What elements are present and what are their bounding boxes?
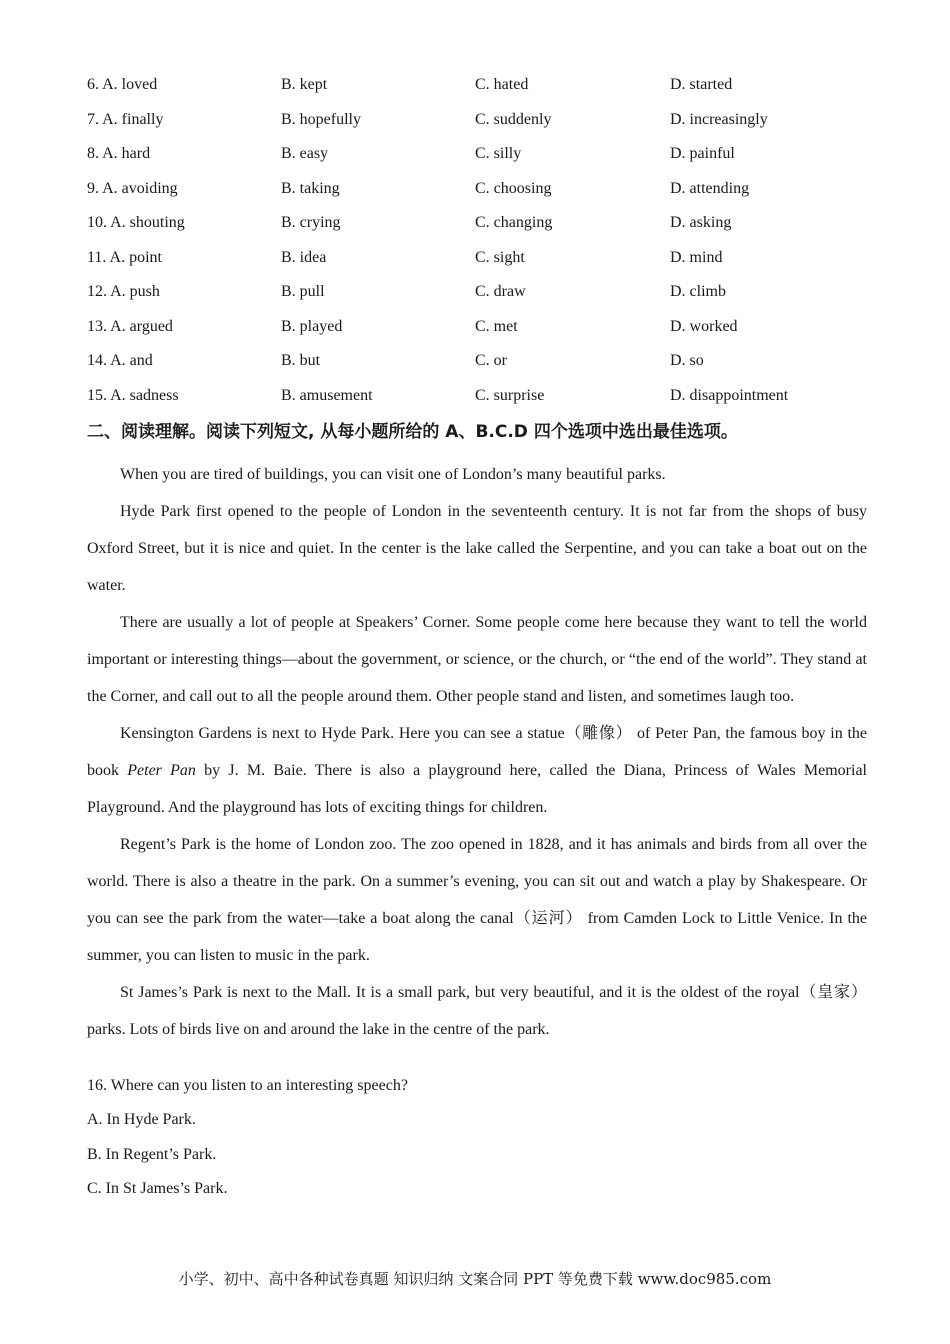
option-c: C. choosing [475, 180, 552, 197]
option-d: D. asking [670, 214, 732, 231]
option-a: 12. A. push [87, 283, 160, 300]
option-b: B. pull [281, 283, 325, 300]
option-d: D. worked [670, 318, 738, 335]
question-16-option-c: C. In St James’s Park. [87, 1180, 228, 1197]
option-a: 8. A. hard [87, 145, 151, 162]
option-d: D. started [670, 76, 733, 93]
option-a: 11. A. point [87, 249, 162, 266]
option-c: C. sight [475, 249, 525, 266]
question-16-option-a: A. In Hyde Park. [87, 1111, 196, 1128]
option-a: 13. A. argued [87, 318, 173, 335]
option-d: D. so [670, 352, 704, 369]
option-row-14 [87, 350, 887, 372]
option-a: 6. A. loved [87, 76, 158, 93]
passage-paragraph: Regent’s Park is the home of London zoo. The zoo opened in 1828, and it has animals and birds from all over the world. There is also a theatre in the park. On a summer’s evening, you can sit out and watch a play by Shakespeare. Or you can see the park from the water—take a boat along the canal（运河） from Camden Lock to Little Venice. In the summer, you can listen to music in the park. [87, 836, 867, 964]
passage-paragraph: Hyde Park first opened to the people of London in the seventeenth century. It is not far from the shops of busy Oxford Street, but it is nice and quiet. In the center is the lake called the Serpentine, and you can take a boat out on the water. [87, 503, 867, 594]
option-a: 7. A. finally [87, 111, 164, 128]
passage-paragraph: There are usually a lot of people at Speakers’ Corner. Some people come here because they want to tell the world important or interesting things—about the government, or science, or the church, or “the end of the world”. They stand at the Corner, and call out to all the people around them. Other people stand and listen, and sometimes laugh too. [87, 614, 867, 705]
option-a: 15. A. sadness [87, 387, 179, 404]
option-b: B. idea [281, 249, 327, 266]
option-d: D. attending [670, 180, 750, 197]
passage-text: by J. M. Baie. There is also a playground here, called the Diana, Princess of Wales Memorial Playground. And the playground has lots of exciting things for children. [87, 762, 868, 816]
passage-paragraph [87, 715, 867, 826]
passage-paragraph: When you are tired of buildings, you can visit one of London’s many beautiful parks. [120, 466, 666, 483]
option-b: B. kept [281, 76, 328, 93]
passage-text: Kensington Gardens is next to Hyde Park. Here you can see a statue（雕像） of Peter Pan, the famous boy in the book [87, 725, 867, 779]
option-c: C. surprise [475, 387, 545, 404]
reading-passage [87, 456, 867, 1048]
option-d: D. disappointment [670, 387, 789, 404]
book-title: Peter Pan [127, 762, 196, 779]
option-row-9 [87, 178, 887, 200]
option-b: B. crying [281, 214, 341, 231]
option-c: C. met [475, 318, 518, 335]
question-16-stem: 16. Where can you listen to an interesting speech? [87, 1077, 408, 1094]
option-b: B. played [281, 318, 343, 335]
option-a: 14. A. and [87, 352, 153, 369]
option-row-10 [87, 212, 887, 234]
option-c: C. hated [475, 76, 529, 93]
option-d: D. climb [670, 283, 726, 300]
option-b: B. taking [281, 180, 340, 197]
option-b: B. easy [281, 145, 329, 162]
option-d: D. mind [670, 249, 723, 266]
page-footer: 小学、初中、高中各种试卷真题 知识归纳 文案合同 PPT 等免费下载 www.doc985.com [178, 1270, 772, 1288]
section-title: 二、阅读理解。阅读下列短文, 从每小题所给的 A、B.C.D 四个选项中选出最佳选项。 [87, 422, 738, 442]
option-c: C. changing [475, 214, 553, 231]
option-row-8 [87, 143, 887, 165]
option-c: C. or [475, 352, 507, 369]
option-c: C. draw [475, 283, 526, 300]
option-row-7 [87, 109, 887, 131]
option-d: D. increasingly [670, 111, 768, 128]
option-c: C. suddenly [475, 111, 552, 128]
question-16-option-b: B. In Regent’s Park. [87, 1146, 217, 1163]
option-row-11 [87, 247, 887, 269]
option-a: 9. A. avoiding [87, 180, 178, 197]
option-a: 10. A. shouting [87, 214, 185, 231]
option-row-6 [87, 74, 887, 96]
option-row-13 [87, 316, 887, 338]
option-b: B. but [281, 352, 321, 369]
option-c: C. silly [475, 145, 522, 162]
option-b: B. hopefully [281, 111, 361, 128]
option-row-12 [87, 281, 887, 303]
option-row-15 [87, 385, 887, 407]
option-d: D. painful [670, 145, 735, 162]
option-b: B. amusement [281, 387, 373, 404]
passage-paragraph: St James’s Park is next to the Mall. It is a small park, but very beautiful, and it is the oldest of the royal（皇家）parks. Lots of birds live on and around the lake in the centre of the park. [87, 984, 867, 1038]
